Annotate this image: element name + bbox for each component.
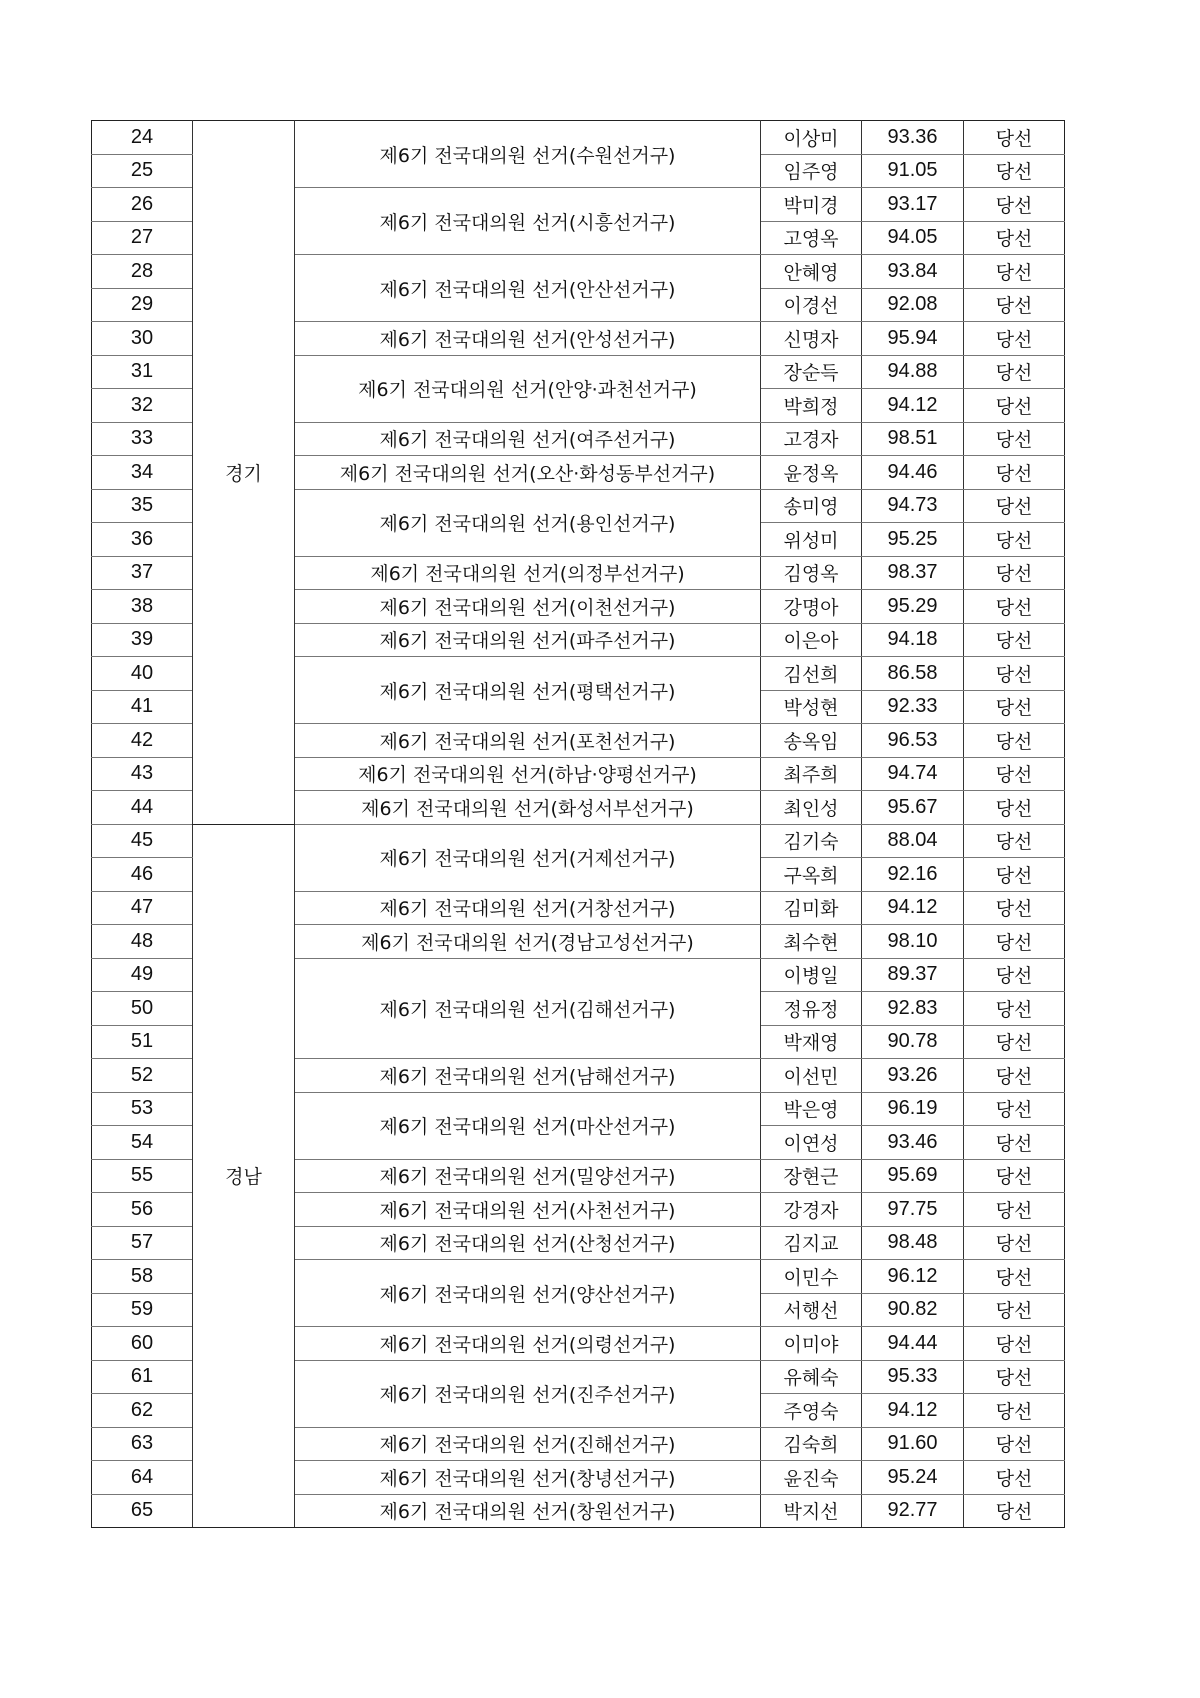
vote-rate: 95.33 [862,1360,964,1394]
vote-rate: 92.08 [862,288,964,322]
vote-rate: 94.88 [862,355,964,389]
vote-rate: 88.04 [862,824,964,858]
result-status: 당선 [964,925,1065,959]
vote-rate: 94.44 [862,1327,964,1361]
candidate-name: 임주영 [761,154,862,188]
region-cell: 경남 [193,824,295,1528]
row-number: 30 [92,322,193,356]
candidate-name: 장순득 [761,355,862,389]
row-number: 49 [92,958,193,992]
row-number: 64 [92,1461,193,1495]
result-status: 당선 [964,1226,1065,1260]
candidate-name: 최인성 [761,791,862,825]
vote-rate: 98.48 [862,1226,964,1260]
vote-rate: 90.78 [862,1025,964,1059]
election-district-cell: 제6기 전국대의원 선거(여주선거구) [295,422,761,456]
row-number: 54 [92,1126,193,1160]
election-district-cell: 제6기 전국대의원 선거(진해선거구) [295,1427,761,1461]
candidate-name: 유혜숙 [761,1360,862,1394]
result-status: 당선 [964,891,1065,925]
vote-rate: 86.58 [862,657,964,691]
vote-rate: 94.12 [862,891,964,925]
result-status: 당선 [964,422,1065,456]
row-number: 51 [92,1025,193,1059]
candidate-name: 고경자 [761,422,862,456]
election-district-cell: 제6기 전국대의원 선거(거창선거구) [295,891,761,925]
row-number: 53 [92,1092,193,1126]
result-status: 당선 [964,221,1065,255]
result-status: 당선 [964,1461,1065,1495]
result-status: 당선 [964,858,1065,892]
row-number: 65 [92,1494,193,1528]
row-number: 60 [92,1327,193,1361]
row-number: 63 [92,1427,193,1461]
election-district-cell: 제6기 전국대의원 선거(안성선거구) [295,322,761,356]
election-district-cell: 제6기 전국대의원 선거(안양·과천선거구) [295,355,761,422]
vote-rate: 96.53 [862,724,964,758]
candidate-name: 박재영 [761,1025,862,1059]
candidate-name: 고영옥 [761,221,862,255]
region-cell: 경기 [193,121,295,825]
result-status: 당선 [964,590,1065,624]
result-status: 당선 [964,389,1065,423]
candidate-name: 이은아 [761,623,862,657]
election-district-cell: 제6기 전국대의원 선거(경남고성선거구) [295,925,761,959]
result-status: 당선 [964,154,1065,188]
election-district-cell: 제6기 전국대의원 선거(마산선거구) [295,1092,761,1159]
row-number: 42 [92,724,193,758]
candidate-name: 주영숙 [761,1394,862,1428]
election-district-cell: 제6기 전국대의원 선거(하남·양평선거구) [295,757,761,791]
row-number: 57 [92,1226,193,1260]
result-status: 당선 [964,1327,1065,1361]
candidate-name: 김영옥 [761,556,862,590]
result-status: 당선 [964,188,1065,222]
vote-rate: 95.24 [862,1461,964,1495]
candidate-name: 이연성 [761,1126,862,1160]
vote-rate: 92.33 [862,690,964,724]
result-status: 당선 [964,489,1065,523]
candidate-name: 최주희 [761,757,862,791]
row-number: 47 [92,891,193,925]
vote-rate: 94.12 [862,1394,964,1428]
election-district-cell: 제6기 전국대의원 선거(사천선거구) [295,1193,761,1227]
candidate-name: 정유정 [761,992,862,1026]
row-number: 52 [92,1059,193,1093]
vote-rate: 92.83 [862,992,964,1026]
row-number: 43 [92,757,193,791]
row-number: 32 [92,389,193,423]
candidate-name: 박희정 [761,389,862,423]
result-status: 당선 [964,1293,1065,1327]
election-district-cell: 제6기 전국대의원 선거(거제선거구) [295,824,761,891]
vote-rate: 93.84 [862,255,964,289]
vote-rate: 94.46 [862,456,964,490]
row-number: 25 [92,154,193,188]
row-number: 38 [92,590,193,624]
result-status: 당선 [964,322,1065,356]
candidate-name: 김숙희 [761,1427,862,1461]
row-number: 26 [92,188,193,222]
candidate-name: 강명아 [761,590,862,624]
vote-rate: 98.10 [862,925,964,959]
vote-rate: 93.46 [862,1126,964,1160]
candidate-name: 이병일 [761,958,862,992]
row-number: 34 [92,456,193,490]
vote-rate: 94.74 [862,757,964,791]
candidate-name: 김선희 [761,657,862,691]
election-district-cell: 제6기 전국대의원 선거(창녕선거구) [295,1461,761,1495]
row-number: 40 [92,657,193,691]
election-district-cell: 제6기 전국대의원 선거(의령선거구) [295,1327,761,1361]
election-district-cell: 제6기 전국대의원 선거(오산·화성동부선거구) [295,456,761,490]
candidate-name: 안혜영 [761,255,862,289]
vote-rate: 98.51 [862,422,964,456]
result-status: 당선 [964,288,1065,322]
election-district-cell: 제6기 전국대의원 선거(김해선거구) [295,958,761,1059]
election-district-cell: 제6기 전국대의원 선거(안산선거구) [295,255,761,322]
row-number: 61 [92,1360,193,1394]
vote-rate: 95.67 [862,791,964,825]
election-district-cell: 제6기 전국대의원 선거(산청선거구) [295,1226,761,1260]
candidate-name: 최수현 [761,925,862,959]
candidate-name: 송미영 [761,489,862,523]
row-number: 48 [92,925,193,959]
result-status: 당선 [964,1025,1065,1059]
candidate-name: 김지교 [761,1226,862,1260]
row-number: 46 [92,858,193,892]
result-status: 당선 [964,1427,1065,1461]
vote-rate: 92.77 [862,1494,964,1528]
vote-rate: 94.18 [862,623,964,657]
result-status: 당선 [964,121,1065,155]
candidate-name: 김미화 [761,891,862,925]
election-results-table [91,120,1065,1528]
candidate-name: 이경선 [761,288,862,322]
vote-rate: 94.12 [862,389,964,423]
vote-rate: 91.60 [862,1427,964,1461]
vote-rate: 94.73 [862,489,964,523]
candidate-name: 신명자 [761,322,862,356]
election-district-cell: 제6기 전국대의원 선거(용인선거구) [295,489,761,556]
row-number: 33 [92,422,193,456]
election-district-cell: 제6기 전국대의원 선거(포천선거구) [295,724,761,758]
result-status: 당선 [964,1494,1065,1528]
result-status: 당선 [964,1092,1065,1126]
result-status: 당선 [964,1193,1065,1227]
election-district-cell: 제6기 전국대의원 선거(평택선거구) [295,657,761,724]
result-status: 당선 [964,523,1065,557]
vote-rate: 93.36 [862,121,964,155]
election-district-cell: 제6기 전국대의원 선거(의정부선거구) [295,556,761,590]
vote-rate: 95.94 [862,322,964,356]
vote-rate: 93.17 [862,188,964,222]
vote-rate: 95.29 [862,590,964,624]
result-status: 당선 [964,623,1065,657]
row-number: 31 [92,355,193,389]
table-row [92,121,1065,155]
row-number: 27 [92,221,193,255]
candidate-name: 강경자 [761,1193,862,1227]
candidate-name: 박은영 [761,1092,862,1126]
row-number: 50 [92,992,193,1026]
vote-rate: 97.75 [862,1193,964,1227]
row-number: 55 [92,1159,193,1193]
result-status: 당선 [964,724,1065,758]
row-number: 29 [92,288,193,322]
vote-rate: 91.05 [862,154,964,188]
vote-rate: 96.19 [862,1092,964,1126]
table-row [92,824,1065,858]
result-status: 당선 [964,824,1065,858]
result-status: 당선 [964,1394,1065,1428]
result-status: 당선 [964,556,1065,590]
election-district-cell: 제6기 전국대의원 선거(이천선거구) [295,590,761,624]
vote-rate: 93.26 [862,1059,964,1093]
result-status: 당선 [964,757,1065,791]
row-number: 37 [92,556,193,590]
candidate-name: 김기숙 [761,824,862,858]
vote-rate: 96.12 [862,1260,964,1294]
candidate-name: 박성현 [761,690,862,724]
candidate-name: 윤진숙 [761,1461,862,1495]
candidate-name: 장현근 [761,1159,862,1193]
election-district-cell: 제6기 전국대의원 선거(밀양선거구) [295,1159,761,1193]
row-number: 59 [92,1293,193,1327]
row-number: 62 [92,1394,193,1428]
candidate-name: 위성미 [761,523,862,557]
candidate-name: 윤정옥 [761,456,862,490]
election-district-cell: 제6기 전국대의원 선거(화성서부선거구) [295,791,761,825]
result-status: 당선 [964,958,1065,992]
result-status: 당선 [964,355,1065,389]
candidate-name: 송옥임 [761,724,862,758]
vote-rate: 92.16 [862,858,964,892]
election-district-cell: 제6기 전국대의원 선거(창원선거구) [295,1494,761,1528]
result-status: 당선 [964,1260,1065,1294]
row-number: 44 [92,791,193,825]
candidate-name: 서행선 [761,1293,862,1327]
result-status: 당선 [964,657,1065,691]
candidate-name: 박지선 [761,1494,862,1528]
candidate-name: 이선민 [761,1059,862,1093]
row-number: 24 [92,121,193,155]
candidate-name: 박미경 [761,188,862,222]
vote-rate: 94.05 [862,221,964,255]
result-status: 당선 [964,791,1065,825]
election-district-cell: 제6기 전국대의원 선거(진주선거구) [295,1360,761,1427]
result-status: 당선 [964,1126,1065,1160]
candidate-name: 구옥희 [761,858,862,892]
table-body [92,121,1065,1528]
candidate-name: 이민수 [761,1260,862,1294]
election-district-cell: 제6기 전국대의원 선거(수원선거구) [295,121,761,188]
vote-rate: 90.82 [862,1293,964,1327]
election-district-cell: 제6기 전국대의원 선거(시흥선거구) [295,188,761,255]
row-number: 36 [92,523,193,557]
result-status: 당선 [964,1360,1065,1394]
row-number: 45 [92,824,193,858]
election-district-cell: 제6기 전국대의원 선거(파주선거구) [295,623,761,657]
vote-rate: 95.69 [862,1159,964,1193]
vote-rate: 95.25 [862,523,964,557]
row-number: 58 [92,1260,193,1294]
row-number: 41 [92,690,193,724]
election-district-cell: 제6기 전국대의원 선거(양산선거구) [295,1260,761,1327]
row-number: 39 [92,623,193,657]
vote-rate: 98.37 [862,556,964,590]
row-number: 28 [92,255,193,289]
election-district-cell: 제6기 전국대의원 선거(남해선거구) [295,1059,761,1093]
candidate-name: 이미야 [761,1327,862,1361]
row-number: 35 [92,489,193,523]
candidate-name: 이상미 [761,121,862,155]
result-status: 당선 [964,690,1065,724]
result-status: 당선 [964,1159,1065,1193]
row-number: 56 [92,1193,193,1227]
vote-rate: 89.37 [862,958,964,992]
result-status: 당선 [964,1059,1065,1093]
result-status: 당선 [964,255,1065,289]
result-status: 당선 [964,456,1065,490]
result-status: 당선 [964,992,1065,1026]
